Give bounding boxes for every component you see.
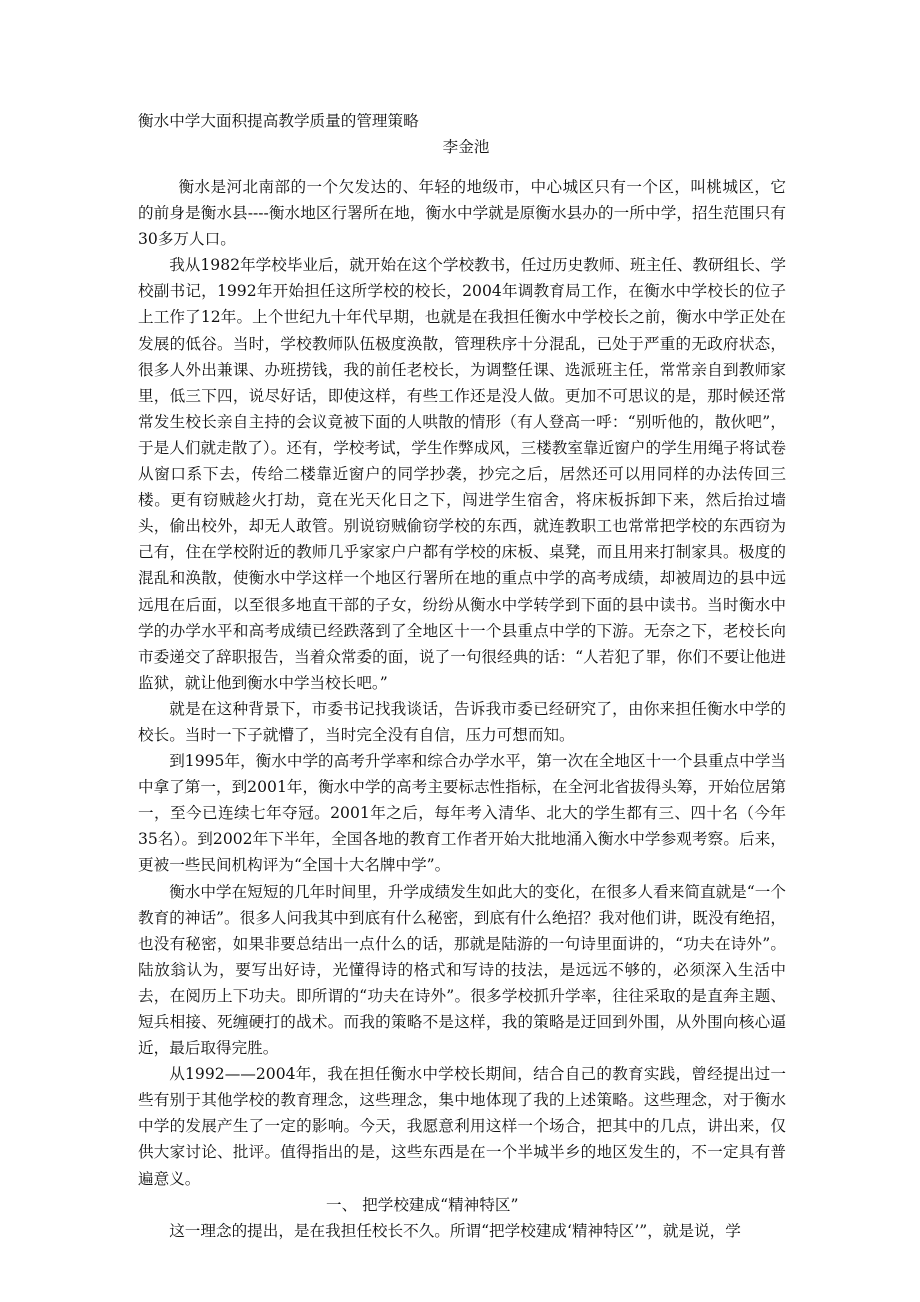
document-title: 衡水中学大面积提高教学质量的管理策略 (138, 112, 419, 130)
paragraph: 衡水中学在短短的几年时间里，升学成绩发生如此大的变化，在很多人看来简直就是“一个教育的神话”。很多人问我其中到底有什么秘密，到底有什么绝招？我对他们讲，既没有绝招，也没有秘密，如果非要总结出一点什么的话，那就是陆游的一句诗里面讲的，“功夫在诗外”。陆放翁认为，要写出好诗，光懂得诗的格式和写诗的技法，是远远不够的，必须深入生活中去，在阅历上下功夫。即所谓的“功夫在诗外”。很多学校抓升学率，往往采取的是直奔主题、短兵相接、死缠硬打的战术。而我的策略不是这样，我的策略是迂回到外围，从外围向核心逼近，最后取得完胜。 (138, 882, 786, 1058)
document-author: 李金池 (442, 138, 490, 156)
paragraph: 我从1982年学校毕业后，就开始在这个学校教书，任过历史教师、班主任、教研组长、学校副书记，1992年开始担任这所学校的校长，2004年调教育局工作，在衡水中学校长的位子上工作了12年。上个世纪九十年代早期，也就是在我担任衡水中学校长之前，衡水中学正处在发展的低谷。当时，学校教师队伍极度涣散，管理秩序十分混乱，已处于严重的无政府状态，很多人外出兼课、办班捞钱，我的前任老校长，为调整任课、选派班主任，常常亲自到教师家里，低三下四，说尽好话，即使这样，有些工作还是没人做。更加不可思议的是，那时候还常常发生校长亲自主持的会议竟被下面的人哄散的情形（有人登高一呼：“别听他的，散伙吧”，于是人们就走散了）。还有，学校考试，学生作弊成风，三楼教室靠近窗户的学生用绳子将试卷从窗口系下去，传给二楼靠近窗户的同学抄袭，抄完之后，居然还可以用同样的办法传回三楼。更有窃贼趁火打劫，竟在光天化日之下，闯进学生宿舍，将床板拆卸下来，然后抬过墙头，偷出校外，却无人敢管。别说窃贼偷窃学校的东西，就连教职工也常常把学校的东西窃为己有，住在学校附近的教师几乎家家户户都有学校的床板、桌凳，而且用来打制家具。极度的混乱和涣散，使衡水中学这样一个地区行署所在地的重点中学的高考成绩，却被周边的县中远远甩在后面，以至很多地直干部的子女，纷纷从衡水中学转学到下面的县中读书。当时衡水中学的办学水平和高考成绩已经跌落到了全地区十一个县重点中学的下游。无奈之下，老校长向市委递交了辞职报告，当着众常委的面，说了一句很经典的话：“人若犯了罪，你们不要让他进监狱，就让他到衡水中学当校长吧。” (138, 256, 786, 692)
paragraph: 衡水是河北南部的一个欠发达的、年轻的地级市，中心城区只有一个区，叫桃城区，它的前身是衡水县----衡水地区行署所在地，衡水中学就是原衡水县办的一所中学，招生范围只有30多万人口。 (138, 178, 786, 249)
paragraph: 这一理念的提出，是在我担任校长不久。所谓“把学校建成‘精神特区’”，就是说，学 (169, 1221, 741, 1240)
paragraph: 就是在这种背景下，市委书记找我谈话，告诉我市委已经研究了，由你来担任衡水中学的校长。当时一下子就懵了，当时完全没有自信，压力可想而知。 (138, 699, 786, 744)
section-heading: 一、 把学校建成“精神特区” (326, 1195, 519, 1214)
document-page (138, 108, 786, 1244)
paragraph: 从1992——2004年，我在担任衡水中学校长期间，结合自己的教育实践，曾经提出过一些有别于其他学校的教育理念，这些理念，集中地体现了我的上述策略。这些理念，对于衡水中学的发展产生了一定的影响。今天，我愿意利用这样一个场合，把其中的几点，讲出来，仅供大家讨论、批评。值得指出的是，这些东西是在一个半城半乡的地区发生的，不一定具有普遍意义。 (138, 1065, 786, 1188)
paragraph: 到1995年，衡水中学的高考升学率和综合办学水平，第一次在全地区十一个县重点中学当中拿了第一，到2001年，衡水中学的高考主要标志性指标，在全河北省拔得头筹，开始位居第一，至今已连续七年夺冠。2001年之后，每年考入清华、北大的学生都有三、四十名（今年35名）。到2002年下半年，全国各地的教育工作者开始大批地涌入衡水中学参观考察。后来，更被一些民间机构评为“全国十大名牌中学”。 (138, 752, 786, 875)
